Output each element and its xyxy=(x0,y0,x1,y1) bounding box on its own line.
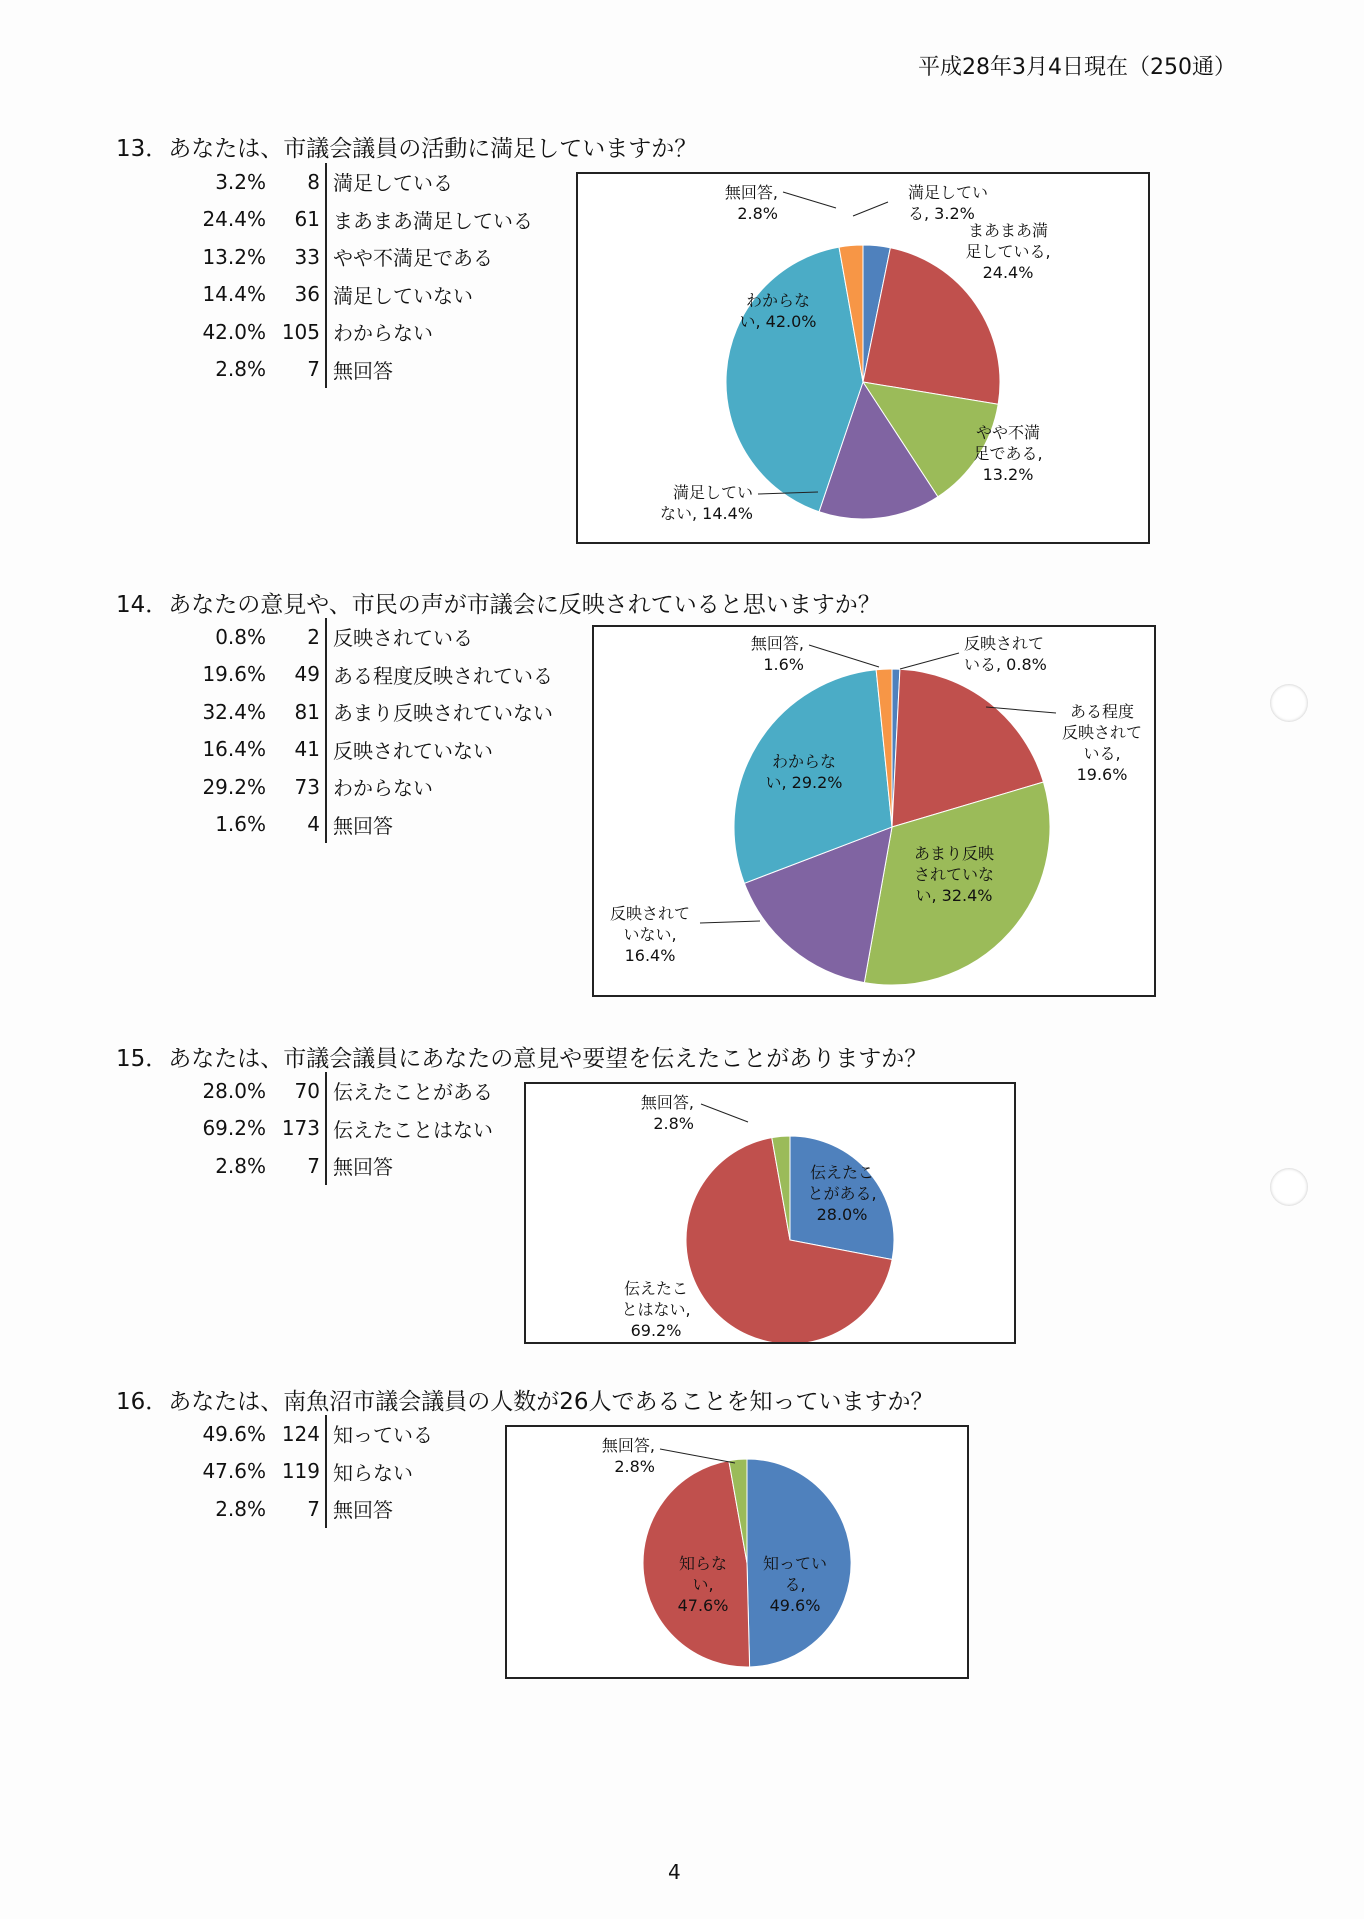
binder-hole xyxy=(1270,684,1308,722)
slice-label-line: 知ってい xyxy=(762,1554,828,1573)
row-percent: 69.2% xyxy=(202,1116,266,1141)
leader-line xyxy=(853,202,888,216)
row-count: 70 xyxy=(294,1078,320,1103)
row-label: 知らない xyxy=(325,1453,413,1491)
table-row xyxy=(200,201,533,239)
row-label: 満足していない xyxy=(325,276,473,314)
row-percent: 32.4% xyxy=(202,699,266,724)
slice-label-line: い, 32.4% xyxy=(915,886,993,905)
slice-label-line: 満足してい xyxy=(908,183,989,202)
leader-line xyxy=(700,921,760,923)
slice-label-line: わからな xyxy=(771,752,837,771)
question-16-title: 16．あなたは、南魚沼市議会議員の人数が26人であることを知っていますか？ xyxy=(116,1389,934,1415)
slice-label-line: 47.6% xyxy=(677,1596,729,1615)
row-count: 49 xyxy=(294,662,320,687)
slice-data-label xyxy=(621,1279,690,1340)
table-row xyxy=(200,806,553,844)
leader-line xyxy=(783,192,836,208)
table-row xyxy=(200,351,533,389)
slice-label-line: 伝えたこ xyxy=(809,1163,875,1182)
slice-label-line: る, xyxy=(784,1575,806,1594)
slice-label-line: る, 3.2% xyxy=(908,204,975,223)
row-count: 41 xyxy=(294,737,320,762)
slice-label-line: 伝えたこ xyxy=(623,1279,689,1298)
slice-label-line: い, xyxy=(692,1575,714,1594)
slice-label-line: あまり反映 xyxy=(913,844,995,863)
slice-data-label xyxy=(660,483,753,523)
slice-label-line: 19.6% xyxy=(1076,765,1128,784)
slice-label-line: いる, xyxy=(1083,744,1121,763)
row-label: 無回答 xyxy=(325,1490,393,1528)
pie-svg xyxy=(526,1084,1014,1342)
pie-svg xyxy=(507,1427,967,1677)
row-label: わからない xyxy=(325,768,433,806)
row-percent: 3.2% xyxy=(215,169,266,194)
slice-label-line: 無回答, xyxy=(724,183,778,202)
row-percent: 13.2% xyxy=(202,244,266,269)
row-label: まあまあ満足している xyxy=(325,201,533,239)
slice-data-label xyxy=(914,844,994,905)
slice-label-line: い, 29.2% xyxy=(765,773,843,792)
row-count: 33 xyxy=(294,244,320,269)
table-row xyxy=(200,276,533,314)
table-row xyxy=(200,313,533,351)
slice-data-label xyxy=(602,1436,655,1476)
slice-label-line: 満足してい xyxy=(672,483,753,502)
row-percent: 2.8% xyxy=(215,1496,266,1521)
leader-line xyxy=(660,1449,735,1463)
row-count: 73 xyxy=(294,774,320,799)
table-row xyxy=(200,1415,433,1453)
slice-label-line: 2.8% xyxy=(653,1114,694,1133)
row-label: やや不満足である xyxy=(325,238,493,276)
slice-data-label xyxy=(1062,702,1142,784)
slice-label-line: されていな xyxy=(913,865,995,884)
slice-label-line: 2.8% xyxy=(737,204,778,223)
slice-label-line: やや不満 xyxy=(975,423,1041,442)
row-percent: 16.4% xyxy=(202,737,266,762)
slice-data-label xyxy=(964,634,1047,674)
question-13-table xyxy=(200,163,533,388)
slice-data-label xyxy=(807,1163,876,1224)
row-percent: 1.6% xyxy=(215,812,266,837)
slice-data-label xyxy=(610,904,690,965)
leader-line xyxy=(701,1104,748,1122)
table-row xyxy=(200,768,553,806)
row-label: 無回答 xyxy=(325,806,393,844)
row-percent: 29.2% xyxy=(202,774,266,799)
slice-label-line: わからな xyxy=(745,291,811,310)
row-label: 満足している xyxy=(325,163,453,201)
slice-label-line: 無回答, xyxy=(750,634,804,653)
table-row xyxy=(200,163,533,201)
row-percent: 19.6% xyxy=(202,662,266,687)
slice-label-line: 反映されて xyxy=(964,634,1045,653)
row-label: わからない xyxy=(325,313,433,351)
row-label: 伝えたことがある xyxy=(325,1072,493,1110)
pie-svg xyxy=(578,174,1148,542)
question-15-table xyxy=(200,1072,493,1185)
slice-label-line: 足している, xyxy=(965,242,1051,261)
row-percent: 2.8% xyxy=(215,1153,266,1178)
table-row xyxy=(200,1147,493,1185)
slice-data-label xyxy=(965,221,1050,282)
question-13-pie-chart xyxy=(576,172,1150,544)
table-row xyxy=(200,693,553,731)
row-count: 7 xyxy=(307,1496,320,1521)
row-count: 7 xyxy=(307,1153,320,1178)
row-label: 無回答 xyxy=(325,351,393,389)
row-count: 8 xyxy=(307,169,320,194)
row-percent: 47.6% xyxy=(202,1459,266,1484)
row-label: 知っている xyxy=(325,1415,433,1453)
row-percent: 42.0% xyxy=(202,319,266,344)
slice-label-line: 反映されて xyxy=(609,904,691,923)
row-percent: 28.0% xyxy=(202,1078,266,1103)
slice-label-line: 反映されて xyxy=(1061,723,1143,742)
table-row xyxy=(200,656,553,694)
slice-label-line: 49.6% xyxy=(769,1596,821,1615)
slice-label-line: いない, xyxy=(623,925,677,944)
table-row xyxy=(200,1453,433,1491)
slice-data-label xyxy=(725,183,778,223)
slice-label-line: いる, 0.8% xyxy=(964,655,1047,674)
row-percent: 49.6% xyxy=(202,1421,266,1446)
row-label: 無回答 xyxy=(325,1147,393,1185)
row-label: 反映されていない xyxy=(325,731,493,769)
question-14-pie-chart xyxy=(592,625,1156,997)
slice-data-label xyxy=(973,423,1042,484)
table-row xyxy=(200,1072,493,1110)
row-label: ある程度反映されている xyxy=(325,656,553,694)
row-percent: 2.8% xyxy=(215,357,266,382)
row-percent: 24.4% xyxy=(202,207,266,232)
row-percent: 0.8% xyxy=(215,624,266,649)
page-number: 4 xyxy=(668,1860,681,1884)
slice-label-line: とはない, xyxy=(621,1300,691,1319)
question-14-table xyxy=(200,618,553,843)
slice-label-line: 2.8% xyxy=(614,1457,655,1476)
pie-svg xyxy=(594,627,1154,995)
row-count: 173 xyxy=(281,1116,320,1141)
table-row xyxy=(200,1110,493,1148)
row-count: 124 xyxy=(281,1421,320,1446)
slice-label-line: 69.2% xyxy=(630,1321,682,1340)
slice-label-line: 知らな xyxy=(678,1554,728,1573)
table-row xyxy=(200,618,553,656)
question-15-title: 15．あなたは、市議会議員にあなたの意見や要望を伝えたことがありますか？ xyxy=(116,1046,928,1072)
slice-label-line: 1.6% xyxy=(763,655,804,674)
row-count: 2 xyxy=(307,624,320,649)
slice-data-label xyxy=(908,183,988,223)
slice-data-label xyxy=(641,1093,694,1133)
row-count: 81 xyxy=(294,699,320,724)
table-row xyxy=(200,731,553,769)
row-label: 反映されている xyxy=(325,618,473,656)
slice-label-line: 13.2% xyxy=(982,465,1034,484)
row-label: あまり反映されていない xyxy=(325,693,553,731)
row-percent: 14.4% xyxy=(202,282,266,307)
binder-hole xyxy=(1270,1168,1308,1206)
slice-label-line: ない, 14.4% xyxy=(659,504,753,523)
slice-label-line: ある程度 xyxy=(1069,702,1135,721)
question-14-title: 14．あなたの意見や、市民の声が市議会に反映されていると思いますか？ xyxy=(116,592,881,618)
slice-label-line: まあまあ満 xyxy=(967,221,1049,240)
question-16-table xyxy=(200,1415,433,1528)
row-count: 36 xyxy=(294,282,320,307)
slice-label-line: 無回答, xyxy=(601,1436,655,1455)
leader-line xyxy=(900,653,959,669)
slice-label-line: 24.4% xyxy=(982,263,1034,282)
question-13-title: 13．あなたは、市議会議員の活動に満足していますか？ xyxy=(116,136,698,162)
row-count: 61 xyxy=(294,207,320,232)
row-count: 4 xyxy=(307,812,320,837)
question-15-pie-chart xyxy=(524,1082,1016,1344)
row-label: 伝えたことはない xyxy=(325,1110,493,1148)
slice-label-line: 無回答, xyxy=(640,1093,694,1112)
table-row xyxy=(200,1490,433,1528)
row-count: 7 xyxy=(307,357,320,382)
slice-label-line: 足である, xyxy=(973,444,1043,463)
slice-data-label xyxy=(751,634,804,674)
row-count: 105 xyxy=(281,319,320,344)
slice-label-line: 16.4% xyxy=(624,946,676,965)
slice-label-line: 28.0% xyxy=(816,1205,868,1224)
slice-label-line: い, 42.0% xyxy=(739,312,817,331)
slice-label-line: とがある, xyxy=(807,1184,877,1203)
row-count: 119 xyxy=(281,1459,320,1484)
page-header-date: 平成28年3月4日現在（250通） xyxy=(918,55,1236,80)
table-row xyxy=(200,238,533,276)
leader-line xyxy=(809,645,879,667)
question-16-pie-chart xyxy=(505,1425,969,1679)
